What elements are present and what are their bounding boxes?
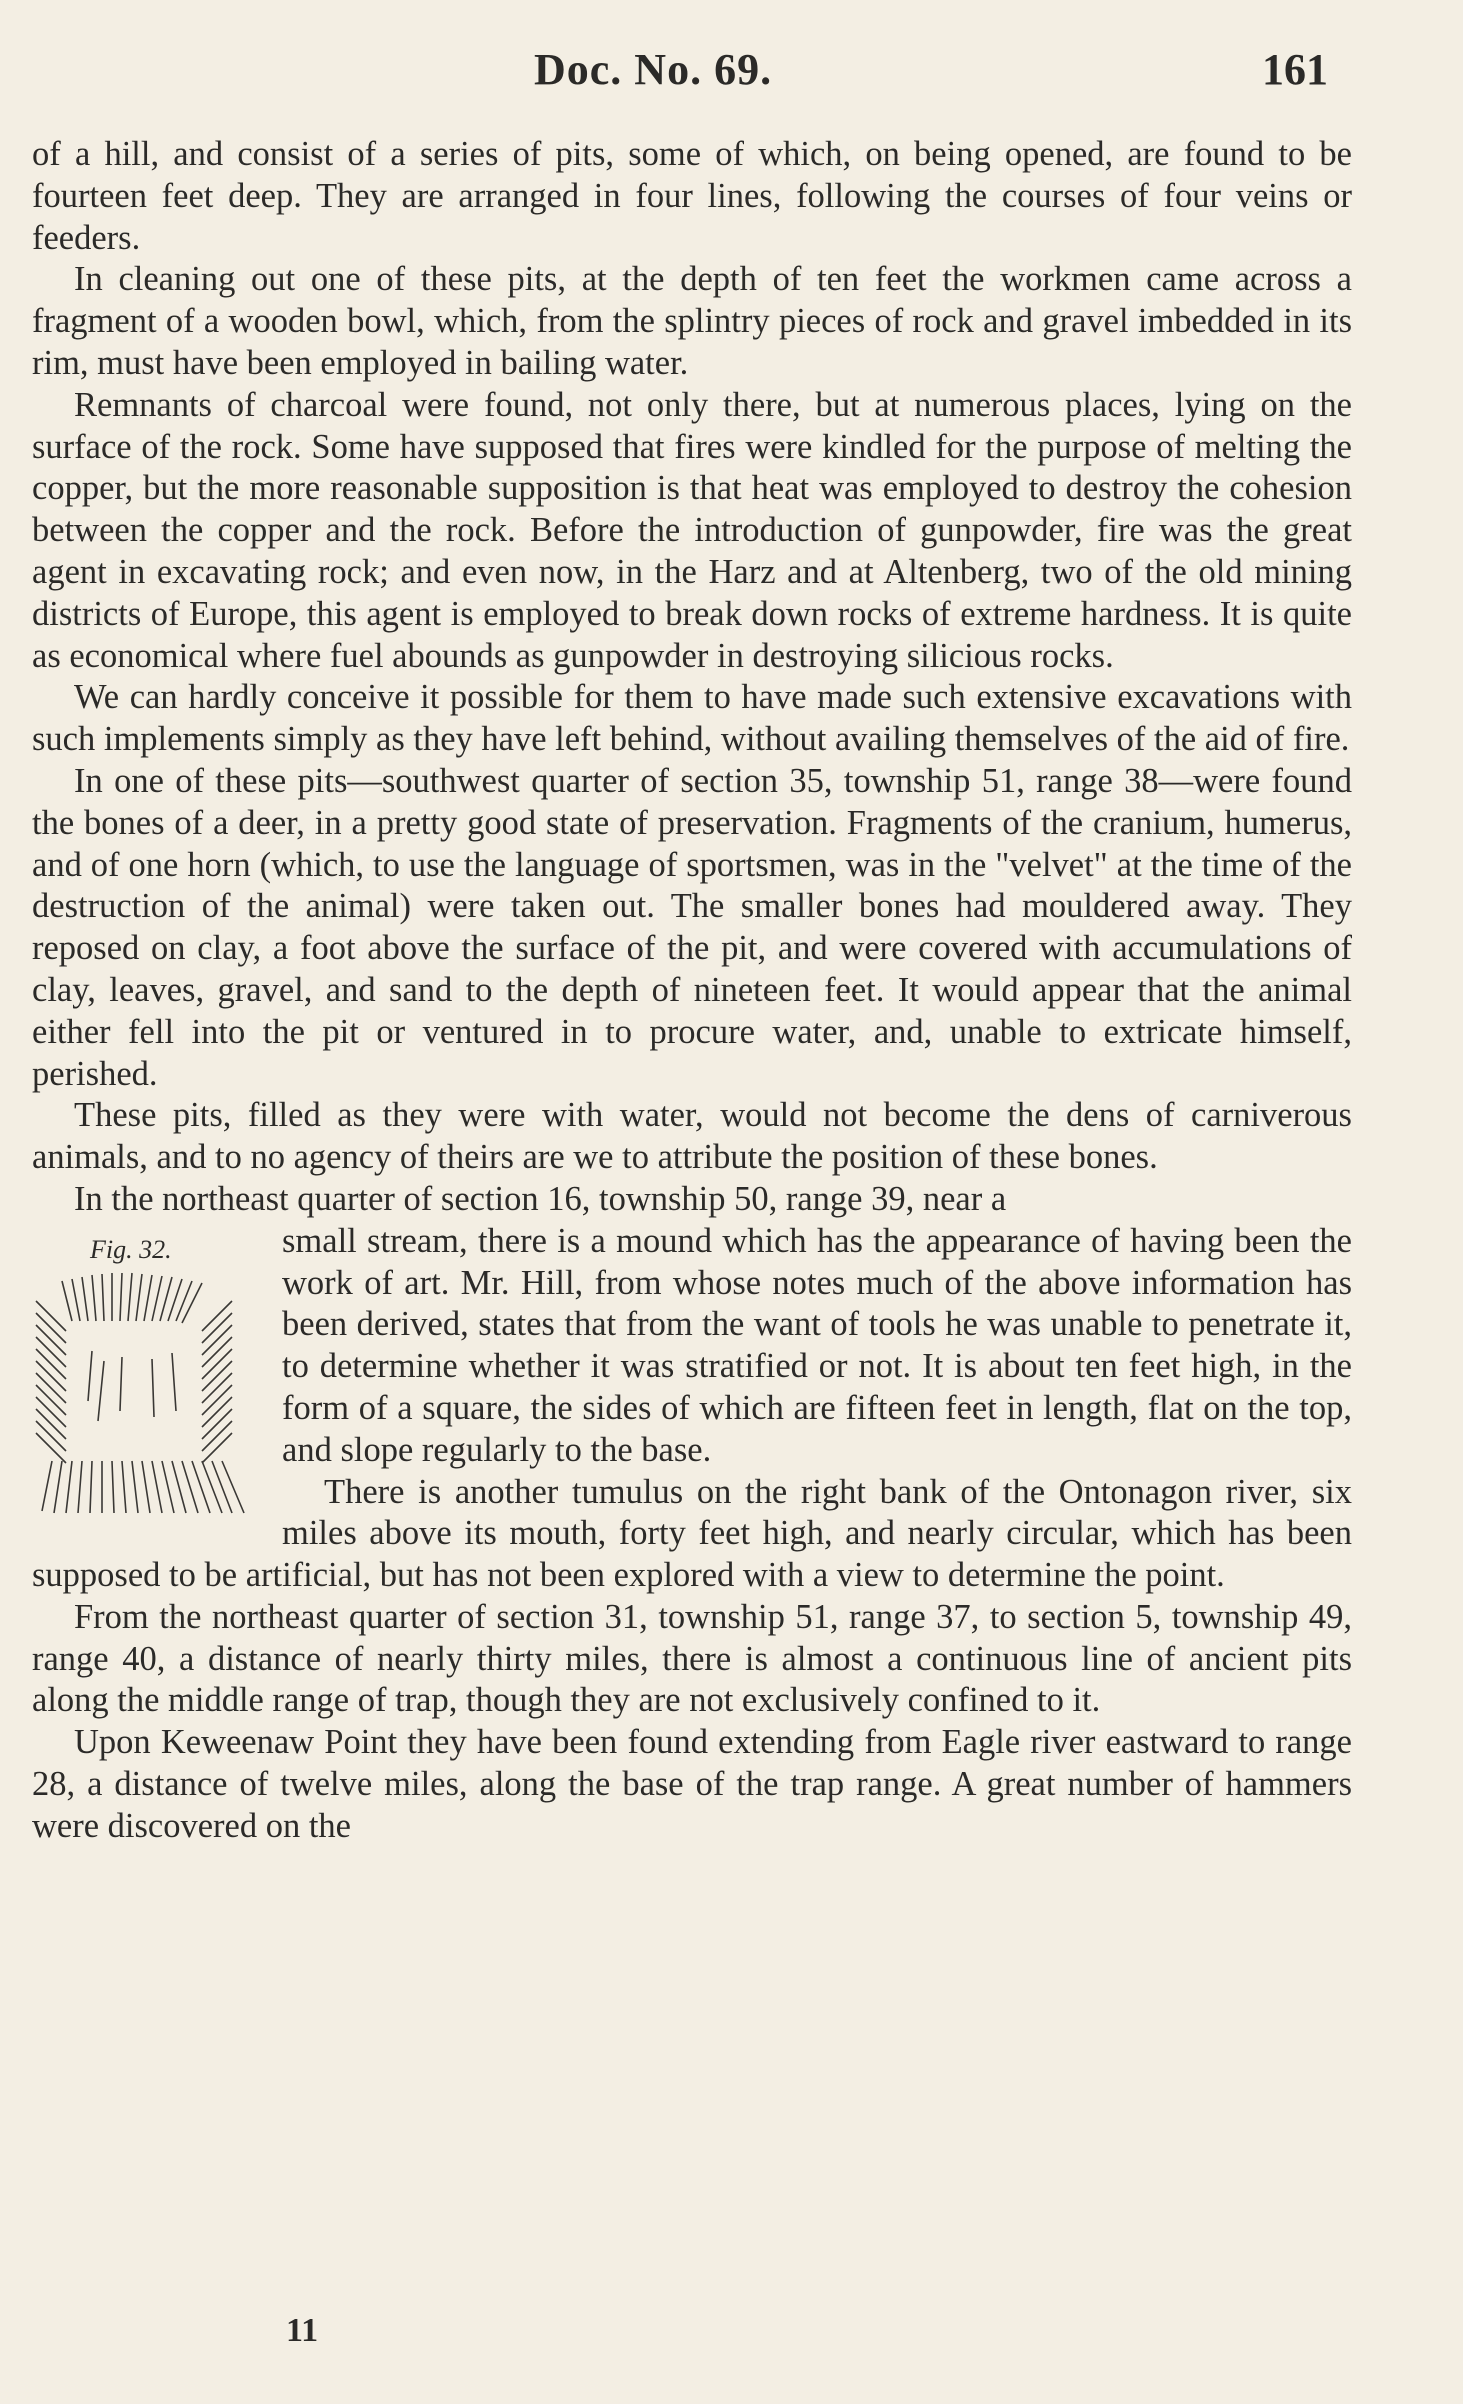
figure-32	[32, 1221, 264, 1527]
body-text	[32, 134, 1352, 1848]
mound-engraving-icon	[32, 1261, 264, 1523]
paragraph: of a hill, and consist of a series of pits, some of which, on being opened, are found to be fourteen feet deep. They are arranged in four lines, following the courses of four veins or feeders.	[32, 135, 1352, 257]
page-header	[0, 44, 1463, 100]
paragraph: These pits, filled as they were with water, would not become the dens of carniverous animals, and to no agency of theirs are we to attribute the position of these bones.	[32, 1096, 1352, 1177]
paragraph: In cleaning out one of these pits, at the depth of ten feet the workmen came across a fragment of a wooden bowl, which, from the splintry pieces of rock and gravel imbedded in its rim, must have been employed in bailing water.	[32, 260, 1352, 382]
paragraph: We can hardly conceive it possible for them to have made such extensive excavations with such implements simply as they have left behind, without availing themselves of the aid of fire.	[32, 678, 1352, 759]
document-title: Doc. No. 69.	[534, 45, 773, 94]
paragraph: There is another tumulus on the right bank of the Ontonagon river, six miles above its mouth, forty feet high, and nearly circular, which has been supposed to be artificial, but has not been explored with a view to determine the point.	[32, 1472, 1352, 1595]
figure-wrapped-text: small stream, there is a mound which has the appearance of having been the work of art. Mr. Hill, from whose notes much of the above information has been derived, states that from the want of tools he was unable to penetrate it, to determine whether it was stratified or not. It is about ten feet high, in the form of a square, the sides of which are fifteen feet in length, flat on the top, and slope regularly to the base.	[282, 1221, 1352, 1469]
paragraph: In one of these pits—southwest quarter of section 35, township 51, range 38—were found the bones of a deer, in a pretty good state of preservation. Fragments of the cranium, humerus, and of one horn (which, to use the language of sportsmen, was in the "velvet" at the time of the destruction of the animal) were taken out. The smaller bones had mouldered away. They reposed on clay, a foot above the surface of the pit, and were covered with accumulations of clay, leaves, gravel, and sand to the depth of nineteen feet. It would appear that the animal either fell into the pit or ventured in to procure water, and, unable to extricate himself, perished.	[32, 761, 1352, 1093]
paragraph: Upon Keweenaw Point they have been found extending from Eagle river eastward to range 28, a distance of twelve miles, along the base of the trap range. A great number of hammers were discovered on the	[32, 1723, 1352, 1845]
page-number: 161	[1262, 45, 1328, 94]
signature-mark: 11	[286, 2312, 319, 2349]
paragraph: Remnants of charcoal were found, not only there, but at numerous places, lying on the surface of the rock. Some have supposed that fires were kindled for the purpose of melting the copper, but the more reasonable supposition is that heat was employed to destroy the cohesion between the copper and the rock. Before the introduction of gunpowder, fire was the great agent in excavating rock; and even now, in the Harz and at Altenberg, two of the old mining districts of Europe, this agent is employed to break down rocks of extreme hardness. It is quite as economical where fuel abounds as gunpowder in destroying silicious rocks.	[32, 385, 1352, 675]
paragraph: From the northeast quarter of section 31, township 51, range 37, to section 5, township 49, range 40, a distance of nearly thirty miles, there is almost a continuous line of ancient pits along the middle range of trap, though they are not exclusively confined to it.	[32, 1597, 1352, 1720]
figure-label: Fig. 32.	[90, 1234, 172, 1264]
paragraph: In the northeast quarter of section 16, township 50, range 39, near a	[74, 1179, 1007, 1218]
